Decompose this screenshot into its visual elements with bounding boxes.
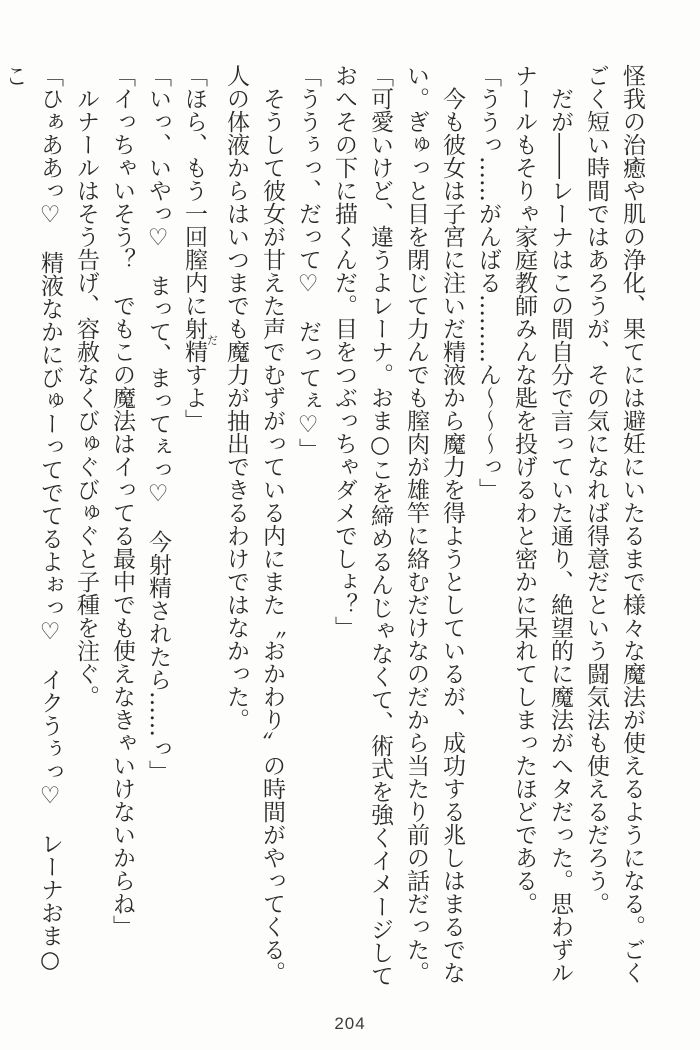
text-column-with-ruby (176, 64, 218, 992)
text-column: 「イっちゃいそう？ でもこの魔法はイってる最中でも使えなきゃいけないからね」 (109, 64, 135, 938)
text-column: 「ううぅっ、だって♡ だってぇ♡」 (295, 64, 321, 461)
text-column: 「可愛いけど、違うよレーナ。おま○こを締めるんじゃなくて、術式を強くイメージして (367, 64, 393, 987)
ruby-annotation (181, 317, 219, 363)
page-number: 204 (334, 1014, 366, 1033)
text-column: ナールもそりゃ家庭教師みんな匙を投げるわと密かに呆れてしまったほどである。 (511, 64, 537, 915)
ruby-reading: だ (205, 317, 219, 363)
text-column: そうして彼女が甘えた声でむずがっている内にまた〝おかわり〟の時間がやってくる。 (259, 64, 285, 984)
ruby-base: 射精 (181, 317, 207, 363)
ruby-post-text: すよ」 (181, 363, 207, 432)
text-column: おへその下に描くんだ。目をつぶっちゃダメでしょ？」 (331, 64, 357, 639)
text-column: 「ううっ……がんばる………ん～～～っ」 (475, 64, 501, 501)
ruby-pre-text: 「ほら、もう一回膣内に (181, 64, 207, 317)
text-column: 「いっ、いやっ♡ まって、まってぇっ♡ 今射精されたら……っ」 (145, 64, 171, 783)
text-column: ルナールはそう告げ、容赦なくびゅぐびゅぐと子種を注ぐ。 (73, 64, 99, 708)
text-column: 怪我の治癒や肌の浄化、果てには避妊にいたるまで様々な魔法が使えるようになる。ごく (619, 64, 645, 984)
text-column: ごく短い時間ではあろうが、その気になれば得意だという闘気法も使えるだろう。 (583, 64, 609, 915)
text-column: い。ぎゅっと目を閉じて力んでも膣肉が雄竿に絡むだけなのだから当たり前の話だった。 (403, 64, 429, 984)
text-column: 人の体液からはいつまでも魔力が抽出できるわけではなかった。 (223, 64, 249, 731)
text-column: 「ひぁああっ♡ 精液なかにびゅーってでてるよぉっ♡ イクうぅっ♡ レーナおま○こ (1, 64, 63, 973)
vertical-text-block (1, 64, 650, 992)
text-column: だが――レーナはこの間自分で言っていた通り、絶望的に魔法がヘタだった。思わずル (547, 64, 573, 984)
text-column: 今も彼女は子宮に注いだ精液から魔力を得ようとしているが、成功する兆しはまるでな (439, 64, 465, 984)
